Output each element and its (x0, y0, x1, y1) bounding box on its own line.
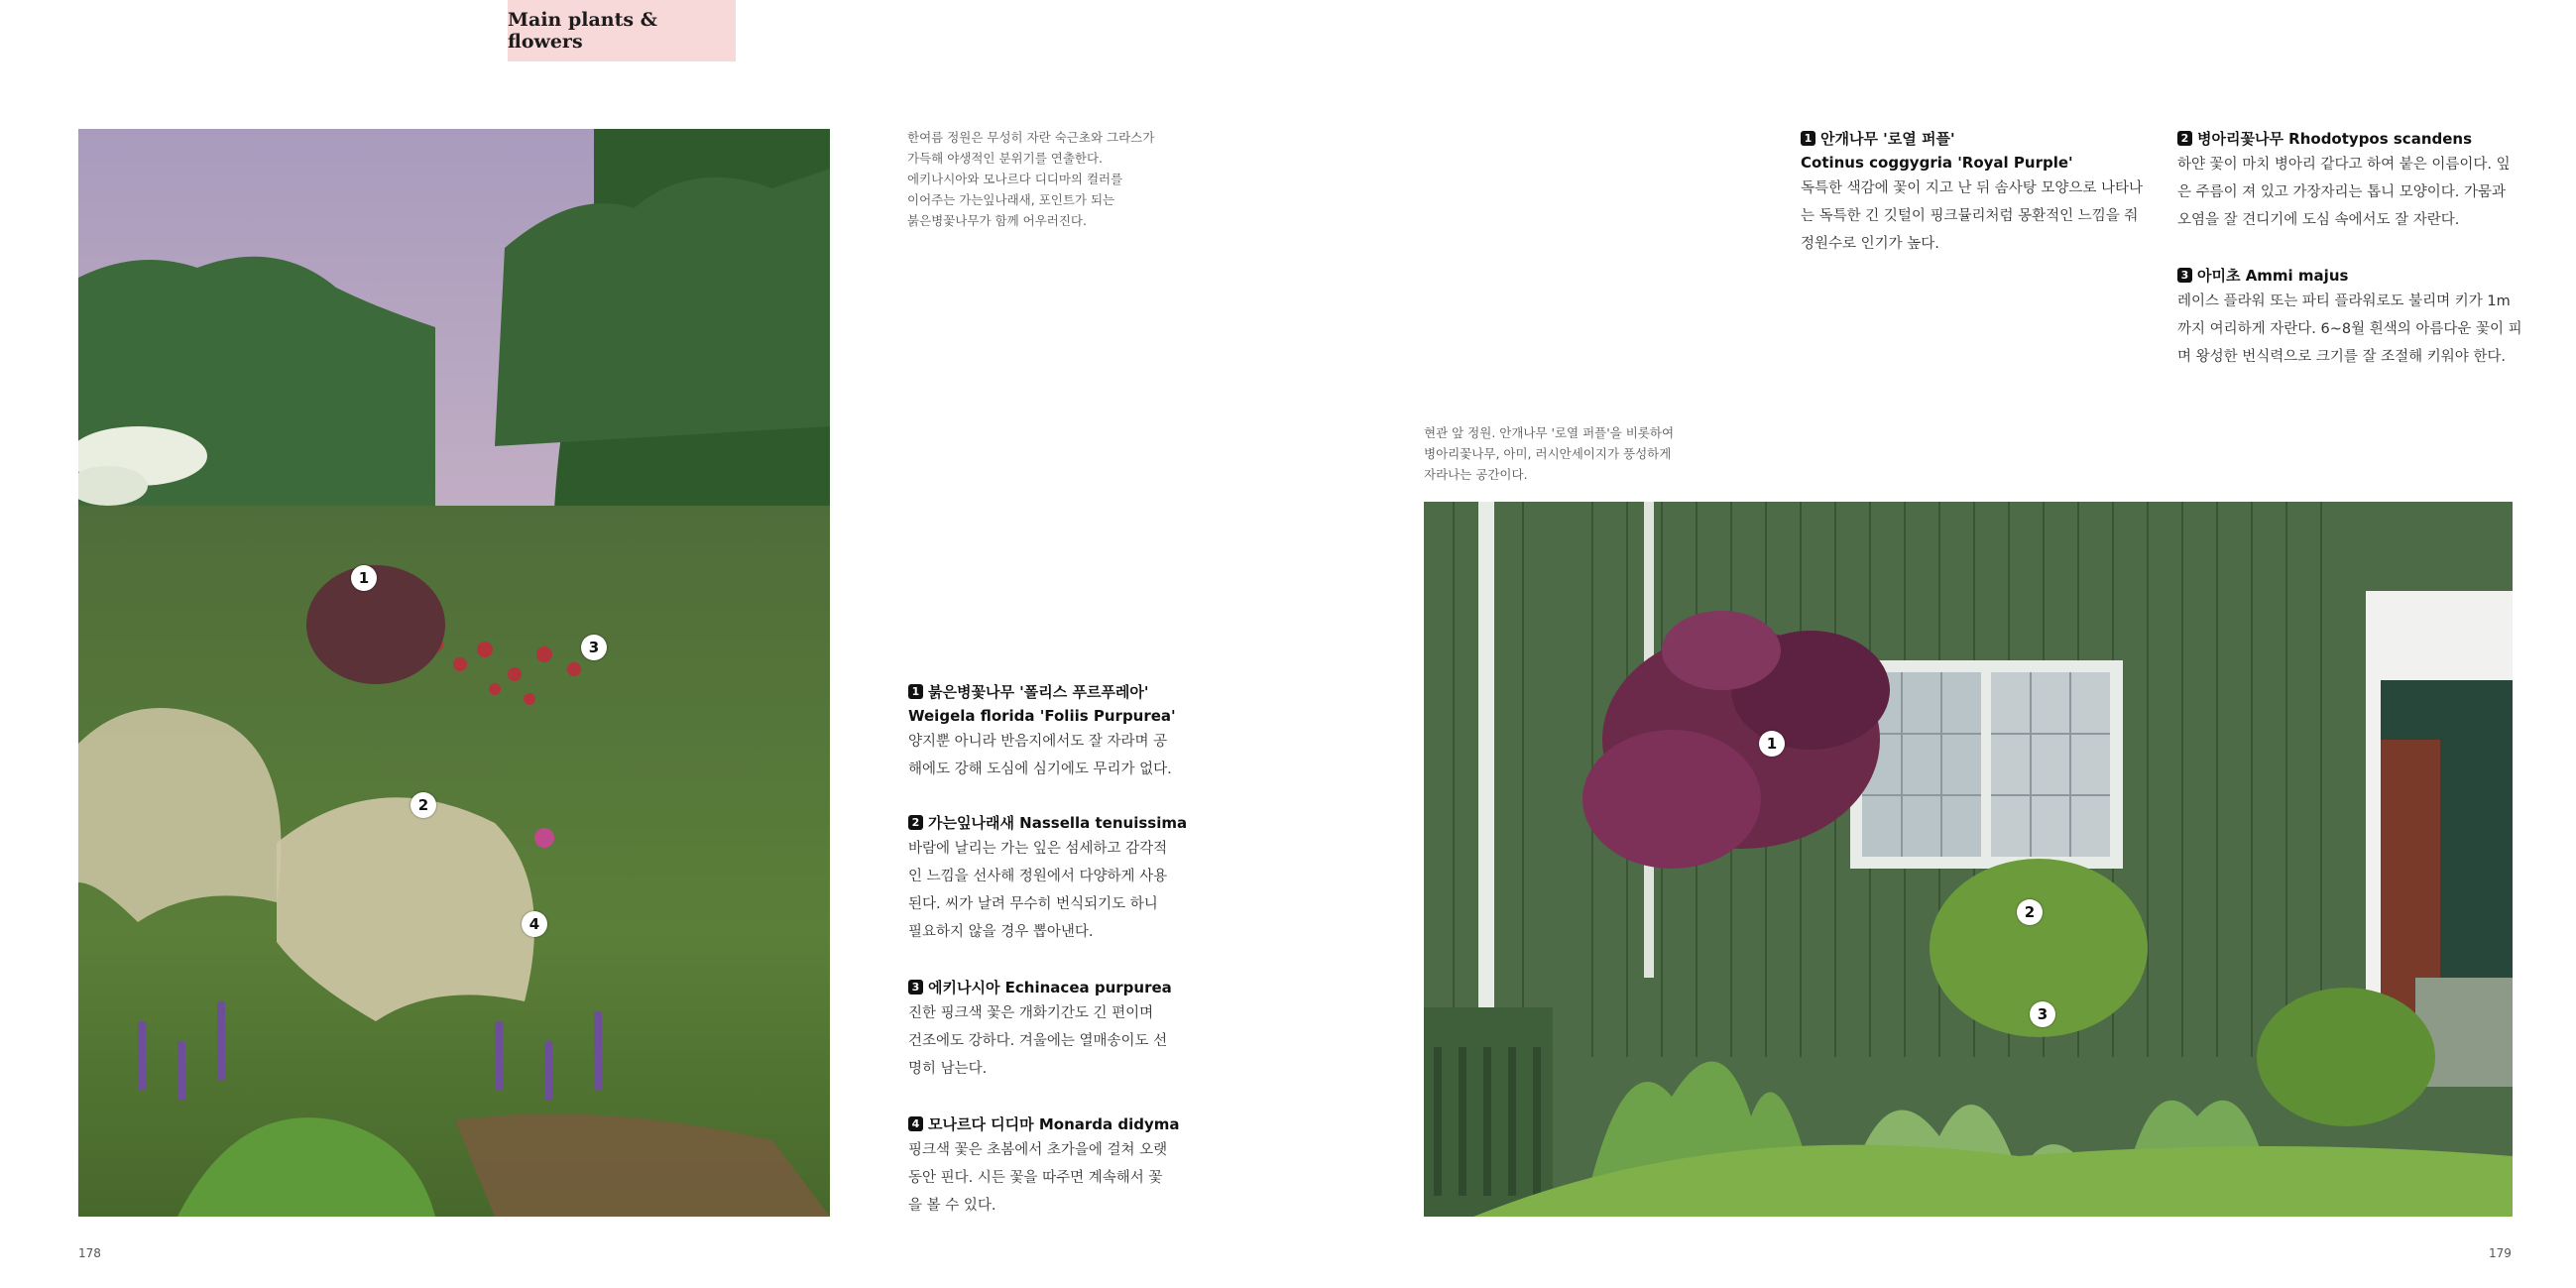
entry-body-line: 오염을 잘 견디기에 도심 속에서도 잘 자란다. (2177, 212, 2460, 228)
section-tag (508, 0, 736, 61)
entry-title: 붉은병꽃나무 '폴리스 푸르푸레아' (928, 683, 1149, 701)
photo-marker-1: 1 (1759, 731, 1785, 757)
entry-body-line: 명히 남는다. (908, 1061, 988, 1077)
photo-marker-2: 2 (2017, 899, 2043, 925)
entry-title: 아미초 Ammi majus (2197, 267, 2349, 285)
entry-body-line: 필요하지 않을 경우 뽑아낸다. (908, 924, 1094, 940)
entry-title: 모나르다 디디마 Monarda didyma (928, 1115, 1180, 1133)
caption-line: 이어주는 가는잎나래새, 포인트가 되는 (907, 192, 1115, 207)
plant-entry-weigela (908, 680, 1196, 783)
entry-body-line: 까지 여리하게 자란다. 6~8월 흰색의 아름다운 꽃이 피 (2177, 321, 2522, 337)
entry-body-line: 해에도 강해 도심에 심기에도 무리가 없다. (908, 761, 1172, 777)
plant-entry-cotinus (1801, 127, 2158, 258)
caption-line: 한여름 정원은 무성히 자란 숙근초와 그라스가 (907, 130, 1155, 145)
entry-body-line: 인 느낌을 선사해 정원에서 다양하게 사용 (908, 869, 1168, 884)
entry-title-latin: Cotinus coggygria 'Royal Purple' (1801, 154, 2073, 172)
caption-line: 에키나시아와 모나르다 디디마의 컬러를 (907, 172, 1123, 186)
right-photo-caption (1424, 422, 1721, 485)
entry-body-line: 레이스 플라워 또는 파티 플라워로도 불리며 키가 1m (2177, 293, 2511, 309)
entry-body-line: 정원수로 인기가 높다. (1801, 236, 1939, 252)
entry-body-line: 건조에도 강하다. 겨울에는 열매송이도 선 (908, 1033, 1168, 1049)
entry-body-line: 는 독특한 긴 깃털이 핑크뮬리처럼 몽환적인 느낌을 줘 (1801, 208, 2139, 224)
entry-body-line: 동안 핀다. 시든 꽃을 따주면 계속해서 꽃 (908, 1170, 1163, 1186)
plant-entry-monarda (908, 1112, 1196, 1220)
garden-meadow-photo (78, 129, 830, 1217)
photo-marker-3: 3 (2030, 1001, 2055, 1027)
caption-line: 붉은병꽃나무가 함께 어우러진다. (907, 213, 1087, 228)
caption-line: 현관 앞 정원. 안개나무 '로열 퍼플'을 비롯하여 (1424, 425, 1675, 440)
entry-body-line: 하얀 꽃이 마치 병아리 같다고 하여 붙은 이름이다. 잎 (2177, 157, 2511, 173)
caption-line: 병아리꽃나무, 아미, 러시안세이지가 풍성하게 (1424, 446, 1672, 461)
left-photo-caption (907, 127, 1185, 231)
entry-body-line: 핑크색 꽃은 초봄에서 초가을에 걸쳐 오랫 (908, 1142, 1168, 1158)
entry-body-line: 진한 핑크색 꽃은 개화기간도 긴 편이며 (908, 1005, 1154, 1021)
entry-number: 2 (908, 815, 923, 830)
entry-number: 3 (2177, 268, 2192, 283)
caption-line: 가득해 야생적인 분위기를 연출한다. (907, 151, 1104, 166)
entry-body-line: 양지뿐 아니라 반음지에서도 잘 자라며 공 (908, 734, 1168, 750)
plant-entry-rhodotypos (2177, 127, 2534, 234)
entry-body-line: 된다. 씨가 날려 무수히 번식되기도 하니 (908, 896, 1158, 912)
section-title: Main plants & flowers (508, 9, 657, 53)
plant-entry-ammi (2177, 264, 2534, 371)
page-number-right: 179 (2489, 1246, 2512, 1260)
photo-marker-2: 2 (410, 792, 436, 818)
entry-title: 병아리꽃나무 Rhodotypos scandens (2197, 130, 2473, 148)
plant-entry-echinacea (908, 976, 1196, 1083)
entry-title: 안개나무 '로열 퍼플' (1820, 130, 1955, 148)
caption-line: 자라나는 공간이다. (1424, 467, 1528, 482)
entry-number: 2 (2177, 131, 2192, 146)
entry-body-line: 며 왕성한 번식력으로 크기를 잘 조절해 키워야 한다. (2177, 349, 2507, 365)
entry-body-line: 을 볼 수 있다. (908, 1198, 996, 1214)
page-number-left: 178 (78, 1246, 101, 1260)
photo-marker-3: 3 (581, 635, 607, 660)
entry-number: 3 (908, 980, 923, 995)
entry-body-line: 바람에 날리는 가는 잎은 섬세하고 감각적 (908, 841, 1168, 857)
entry-title: 가는잎나래새 Nassella tenuissima (928, 814, 1188, 832)
entry-body-line: 독특한 색감에 꽃이 지고 난 뒤 솜사탕 모양으로 나타나 (1801, 180, 2144, 196)
entry-body-line: 은 주름이 져 있고 가장자리는 톱니 모양이다. 가뭄과 (2177, 184, 2507, 200)
entry-number: 1 (1801, 131, 1815, 146)
entry-title-latin: Weigela florida 'Foliis Purpurea' (908, 707, 1176, 725)
photo-marker-1: 1 (351, 565, 377, 591)
entry-title: 에키나시아 Echinacea purpurea (928, 979, 1172, 996)
plant-entry-nassella (908, 811, 1196, 946)
entry-number: 1 (908, 684, 923, 699)
photo-marker-4: 4 (522, 911, 547, 937)
house-entrance-garden-photo (1424, 502, 2513, 1217)
entry-number: 4 (908, 1116, 923, 1131)
